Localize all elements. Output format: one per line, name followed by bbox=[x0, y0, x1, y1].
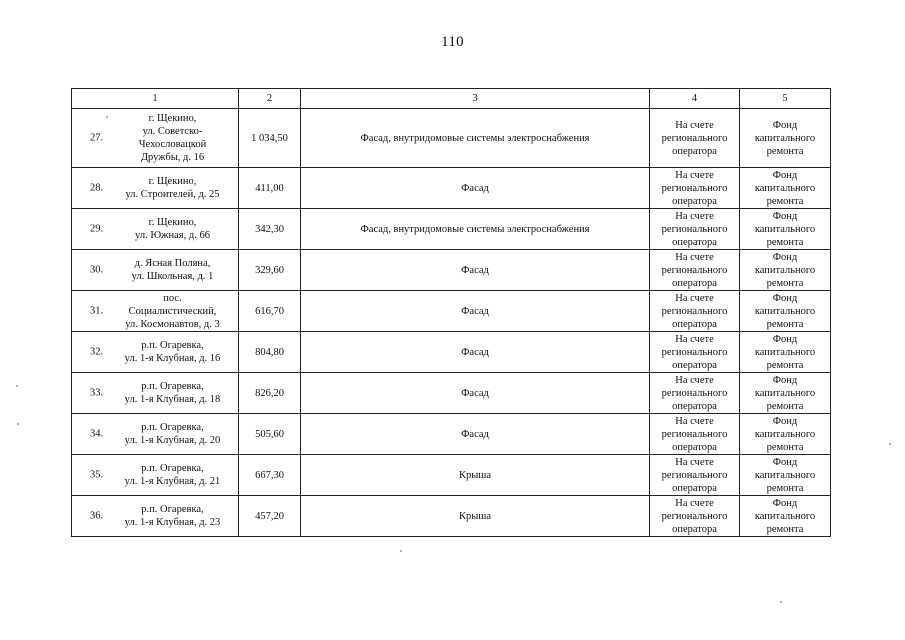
funding-source-line: Фонд bbox=[772, 456, 798, 468]
scan-speck bbox=[400, 550, 402, 552]
account-line: регионального bbox=[661, 223, 728, 235]
account-line: регионального bbox=[661, 469, 728, 481]
account-line: На счете bbox=[675, 119, 714, 131]
funding-source-line: капитального bbox=[754, 223, 816, 235]
work-type-cell: Фасад, внутридомовые системы электроснабжения bbox=[301, 109, 650, 168]
account-cell bbox=[650, 168, 740, 209]
funding-source-line: Фонд bbox=[772, 251, 798, 263]
area-cell: 804,80 bbox=[239, 332, 301, 373]
funding-source-cell bbox=[740, 168, 831, 209]
area-cell: 667,30 bbox=[239, 455, 301, 496]
address-line: р.п. Огаревка, bbox=[141, 340, 204, 351]
funding-source-cell bbox=[740, 209, 831, 250]
header-col-5: 5 bbox=[740, 89, 831, 109]
funding-source-cell bbox=[740, 250, 831, 291]
account-line: оператора bbox=[672, 482, 717, 494]
address-line: г. Щекино, bbox=[148, 113, 197, 124]
address-line: Дружбы, д. 16 bbox=[140, 152, 205, 163]
scan-speck bbox=[780, 601, 782, 603]
address-cell bbox=[72, 496, 239, 537]
scan-speck bbox=[16, 385, 18, 387]
area-cell: 826,20 bbox=[239, 373, 301, 414]
account-line: оператора bbox=[672, 400, 717, 412]
account-line: оператора bbox=[672, 318, 717, 330]
account-line: На счете bbox=[675, 415, 714, 427]
funding-source-line: ремонта bbox=[766, 482, 804, 494]
funding-source-line: капитального bbox=[754, 132, 816, 144]
account-line: регионального bbox=[661, 387, 728, 399]
account-line: На счете bbox=[675, 374, 714, 386]
account-line: оператора bbox=[672, 441, 717, 453]
account-line: На счете bbox=[675, 333, 714, 345]
funding-source-line: ремонта bbox=[766, 441, 804, 453]
address-cell bbox=[72, 291, 239, 332]
account-line: На счете bbox=[675, 497, 714, 509]
address-line: ул. Школьная, д. 1 bbox=[131, 271, 214, 282]
funding-source-cell bbox=[740, 373, 831, 414]
table-row bbox=[72, 291, 831, 332]
account-cell bbox=[650, 250, 740, 291]
funding-source-cell bbox=[740, 332, 831, 373]
area-cell: 616,70 bbox=[239, 291, 301, 332]
area-cell: 411,00 bbox=[239, 168, 301, 209]
address-line: Чехословацкой bbox=[138, 139, 207, 150]
account-line: оператора bbox=[672, 523, 717, 535]
address-line: пос. bbox=[163, 292, 182, 304]
work-type-cell: Фасад bbox=[301, 332, 650, 373]
account-cell bbox=[650, 373, 740, 414]
account-line: На счете bbox=[675, 169, 714, 181]
account-line: оператора bbox=[672, 195, 717, 207]
address-line: д. Ясная Поляна, bbox=[134, 258, 211, 269]
row-number: 27. bbox=[90, 132, 104, 144]
account-line: На счете bbox=[675, 456, 714, 468]
work-type-cell: Крыша bbox=[301, 496, 650, 537]
scan-speck bbox=[106, 116, 108, 118]
area-cell: 505,60 bbox=[239, 414, 301, 455]
account-line: регионального bbox=[661, 428, 728, 440]
work-type-cell: Фасад bbox=[301, 291, 650, 332]
address-cell bbox=[72, 250, 239, 291]
row-number: 28. bbox=[90, 182, 104, 194]
account-cell bbox=[650, 455, 740, 496]
account-line: оператора bbox=[672, 359, 717, 371]
funding-source-line: ремонта bbox=[766, 277, 804, 289]
funding-source-line: ремонта bbox=[766, 236, 804, 248]
funding-source-line: Фонд bbox=[772, 119, 798, 131]
address-line: ул. Южная, д. 66 bbox=[135, 230, 210, 241]
account-cell bbox=[650, 109, 740, 168]
table-body bbox=[72, 109, 831, 537]
funding-source-line: Фонд bbox=[772, 333, 798, 345]
header-col-2: 2 bbox=[239, 89, 301, 109]
account-line: регионального bbox=[661, 182, 728, 194]
funding-source-line: Фонд bbox=[772, 169, 798, 181]
address-line: г. Щекино, bbox=[148, 176, 197, 187]
funding-source-line: капитального bbox=[754, 182, 816, 194]
table-row bbox=[72, 250, 831, 291]
funding-source-cell bbox=[740, 414, 831, 455]
account-line: регионального bbox=[661, 346, 728, 358]
table-row bbox=[72, 455, 831, 496]
address-line: р.п. Огаревка, bbox=[141, 463, 204, 474]
table-row bbox=[72, 332, 831, 373]
row-number: 32. bbox=[90, 346, 104, 358]
table-row bbox=[72, 496, 831, 537]
table-header-row bbox=[72, 89, 831, 109]
address-line: ул. 1-я Клубная, д. 21 bbox=[124, 476, 221, 487]
row-number: 30. bbox=[90, 264, 104, 276]
account-line: оператора bbox=[672, 277, 717, 289]
row-number: 35. bbox=[90, 469, 104, 481]
address-line: ул. 1-я Клубная, д. 23 bbox=[124, 517, 221, 528]
row-number: 29. bbox=[90, 223, 104, 235]
funding-source-line: капитального bbox=[754, 264, 816, 276]
table-row bbox=[72, 414, 831, 455]
account-line: регионального bbox=[661, 510, 728, 522]
funding-source-cell bbox=[740, 291, 831, 332]
header-col-4: 4 bbox=[650, 89, 740, 109]
address-line: ул. Советско- bbox=[142, 126, 203, 137]
funding-source-line: Фонд bbox=[772, 374, 798, 386]
scan-speck bbox=[17, 423, 19, 425]
account-cell bbox=[650, 209, 740, 250]
funding-source-line: Фонд bbox=[772, 497, 798, 509]
address-cell bbox=[72, 332, 239, 373]
address-line: р.п. Огаревка, bbox=[141, 504, 204, 515]
funding-source-line: ремонта bbox=[766, 318, 804, 330]
row-number: 36. bbox=[90, 510, 104, 522]
table-row bbox=[72, 109, 831, 168]
funding-source-line: ремонта bbox=[766, 400, 804, 412]
funding-source-line: Фонд bbox=[772, 415, 798, 427]
address-cell bbox=[72, 109, 239, 168]
address-cell bbox=[72, 455, 239, 496]
funding-source-line: Фонд bbox=[772, 292, 798, 304]
funding-source-line: капитального bbox=[754, 428, 816, 440]
account-line: оператора bbox=[672, 145, 717, 157]
funding-source-line: Фонд bbox=[772, 210, 798, 222]
table-row bbox=[72, 168, 831, 209]
page-number: 110 bbox=[441, 34, 464, 50]
funding-source-line: капитального bbox=[754, 469, 816, 481]
work-type-cell: Фасад, внутридомовые системы электроснабжения bbox=[301, 209, 650, 250]
address-line: ул. Космонавтов, д. 3 bbox=[125, 318, 220, 330]
address-line: г. Щекино, bbox=[148, 217, 197, 228]
work-type-cell: Фасад bbox=[301, 168, 650, 209]
table-row bbox=[72, 373, 831, 414]
row-number: 31. bbox=[90, 305, 104, 317]
row-number: 33. bbox=[90, 387, 104, 399]
address-line: ул. 1-я Клубная, д. 16 bbox=[124, 353, 221, 364]
account-cell bbox=[650, 291, 740, 332]
account-line: оператора bbox=[672, 236, 717, 248]
funding-source-line: капитального bbox=[754, 387, 816, 399]
funding-source-line: капитального bbox=[754, 510, 816, 522]
row-number: 34. bbox=[90, 428, 104, 440]
capital-repair-table bbox=[71, 88, 831, 537]
area-cell: 329,60 bbox=[239, 250, 301, 291]
address-line: р.п. Огаревка, bbox=[141, 381, 204, 392]
address-cell bbox=[72, 414, 239, 455]
area-cell: 457,20 bbox=[239, 496, 301, 537]
account-cell bbox=[650, 496, 740, 537]
account-line: регионального bbox=[661, 132, 728, 144]
funding-source-line: ремонта bbox=[766, 145, 804, 157]
address-cell bbox=[72, 373, 239, 414]
work-type-cell: Фасад bbox=[301, 250, 650, 291]
account-line: регионального bbox=[661, 305, 728, 317]
work-type-cell: Крыша bbox=[301, 455, 650, 496]
header-col-3: 3 bbox=[301, 89, 650, 109]
funding-source-cell bbox=[740, 455, 831, 496]
funding-source-line: ремонта bbox=[766, 359, 804, 371]
work-type-cell: Фасад bbox=[301, 373, 650, 414]
funding-source-line: ремонта bbox=[766, 195, 804, 207]
table-row bbox=[72, 209, 831, 250]
account-line: На счете bbox=[675, 210, 714, 222]
header-col-1: 1 bbox=[72, 89, 239, 109]
account-line: На счете bbox=[675, 292, 714, 304]
funding-source-line: капитального bbox=[754, 305, 816, 317]
account-cell bbox=[650, 414, 740, 455]
funding-source-cell bbox=[740, 109, 831, 168]
account-line: На счете bbox=[675, 251, 714, 263]
area-cell: 342,30 bbox=[239, 209, 301, 250]
funding-source-cell bbox=[740, 496, 831, 537]
address-line: р.п. Огаревка, bbox=[141, 422, 204, 433]
account-cell bbox=[650, 332, 740, 373]
work-type-cell: Фасад bbox=[301, 414, 650, 455]
address-cell bbox=[72, 168, 239, 209]
address-line: ул. Строителей, д. 25 bbox=[125, 189, 220, 200]
address-line: Социалистический, bbox=[128, 305, 217, 317]
funding-source-line: капитального bbox=[754, 346, 816, 358]
address-cell bbox=[72, 209, 239, 250]
account-line: регионального bbox=[661, 264, 728, 276]
scan-speck bbox=[889, 443, 891, 445]
funding-source-line: ремонта bbox=[766, 523, 804, 535]
address-line: ул. 1-я Клубная, д. 20 bbox=[124, 435, 221, 446]
address-line: ул. 1-я Клубная, д. 18 bbox=[124, 394, 221, 405]
area-cell: 1 034,50 bbox=[239, 109, 301, 168]
